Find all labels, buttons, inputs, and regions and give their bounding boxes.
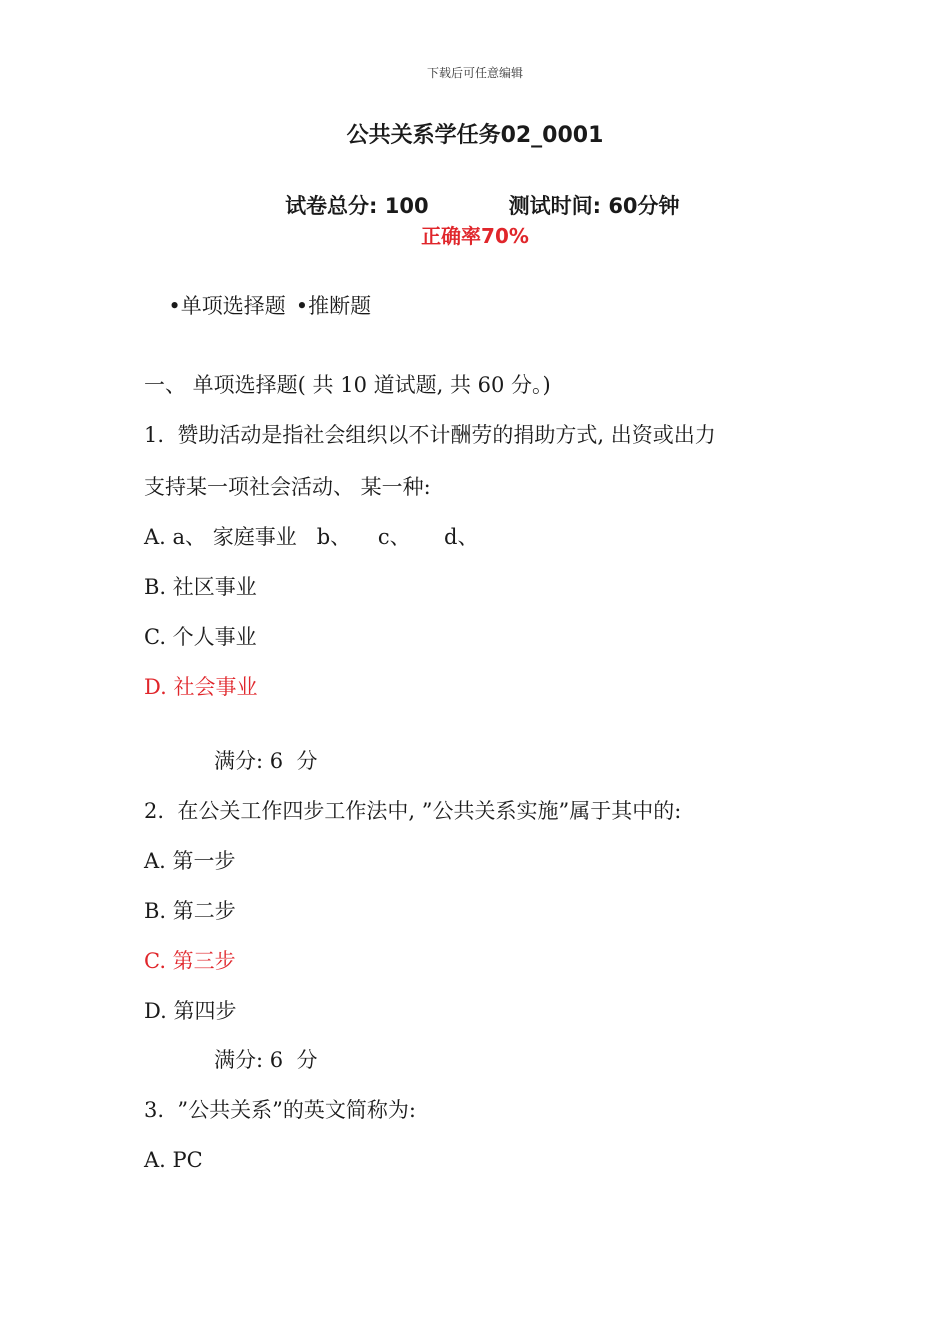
option-c: C. 个人事业	[144, 625, 257, 649]
option-a: A. a、 家庭事业 b、 c、 d、	[144, 525, 479, 549]
exam-meta	[0, 175, 950, 217]
total-score: 试卷总分: 100	[285, 194, 429, 218]
nav-link-single-choice[interactable]: •单项选择题	[168, 294, 286, 318]
question-stem: 1. 赞助活动是指社会组织以不计酬劳的捐助方式, 出资或出力	[144, 423, 716, 447]
test-time: 测试时间: 60分钟	[508, 194, 680, 218]
nav-link-judgment[interactable]: •推断题	[295, 294, 372, 318]
option-a: A. 第一步	[144, 849, 236, 873]
option-a: A. PC	[144, 1148, 203, 1172]
option-d-correct: D. 社会事业	[144, 675, 258, 699]
accuracy-rate: 正确率70%	[421, 224, 529, 248]
question-stem: 2. 在公关工作四步工作法中, ”公共关系实施”属于其中的:	[144, 799, 682, 823]
question-score: 满分: 6 分	[214, 749, 318, 773]
option-b: B. 第二步	[144, 899, 236, 923]
header-note: 下载后可任意编辑	[426, 66, 523, 80]
option-c-correct: C. 第三步	[144, 949, 236, 973]
question-stem: 3. ”公共关系”的英文简称为:	[144, 1098, 416, 1122]
option-b: B. 社区事业	[144, 575, 257, 599]
option-d: D. 第四步	[144, 999, 237, 1023]
section-heading: 一、 单项选择题( 共 10 道试题, 共 60 分。)	[144, 373, 551, 397]
question-type-nav	[155, 275, 381, 317]
question-score: 满分: 6 分	[214, 1048, 318, 1072]
page-title: 公共关系学任务02_0001	[346, 123, 604, 148]
question-stem-continued: 支持某一项社会活动、 某一种:	[144, 475, 431, 499]
